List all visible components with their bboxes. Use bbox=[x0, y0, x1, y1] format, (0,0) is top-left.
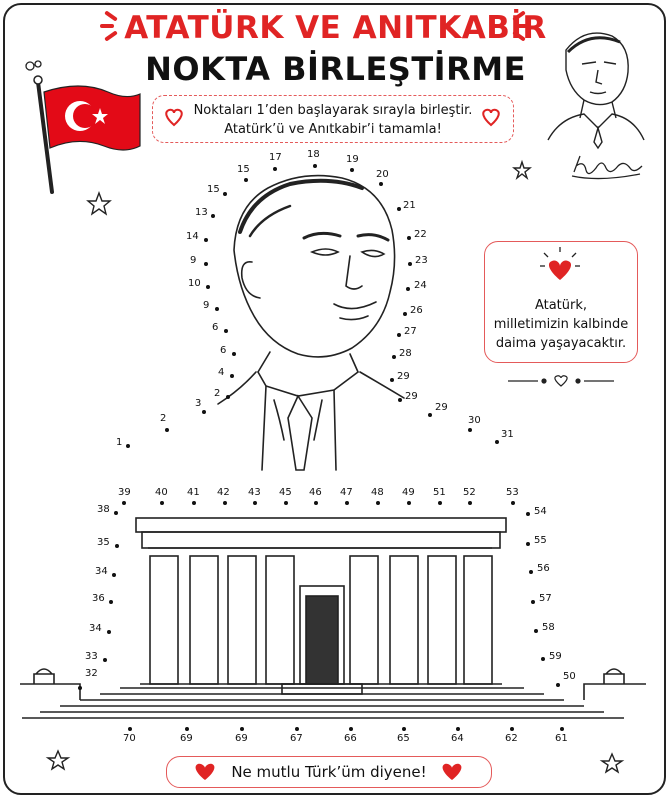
dot-marker bbox=[78, 686, 82, 690]
dot-marker bbox=[456, 727, 460, 731]
ataturk-portrait-small bbox=[548, 33, 644, 148]
dot-marker bbox=[379, 182, 383, 186]
bottom-banner-text: Ne mutlu Türk’üm diyene! bbox=[231, 763, 427, 781]
dot-label: 15 bbox=[207, 184, 220, 195]
dot-label: 1 bbox=[116, 437, 123, 448]
dot-marker bbox=[165, 428, 169, 432]
dot-marker bbox=[531, 600, 535, 604]
dot-label: 53 bbox=[506, 487, 519, 498]
dot-label: 2 bbox=[160, 413, 167, 424]
dot-marker bbox=[407, 236, 411, 240]
heart-icon bbox=[483, 110, 498, 125]
page-title: ATATÜRK VE ANITKABİR bbox=[124, 10, 547, 46]
dot-label: 29 bbox=[435, 402, 448, 413]
dot-label: 47 bbox=[340, 487, 353, 498]
dot-label: 39 bbox=[118, 487, 131, 498]
dot-marker bbox=[495, 440, 499, 444]
dot-marker bbox=[215, 307, 219, 311]
dot-label: 49 bbox=[402, 487, 415, 498]
dot-label: 26 bbox=[410, 305, 423, 316]
dot-marker bbox=[112, 573, 116, 577]
dot-label: 27 bbox=[404, 326, 417, 337]
dot-label: 36 bbox=[92, 593, 105, 604]
dot-marker bbox=[402, 727, 406, 731]
turkish-flag-icon bbox=[34, 76, 140, 192]
dot-label: 64 bbox=[451, 733, 464, 744]
instructions-line-2: Atatürk’ü ve Anıtkabir’i tamamla! bbox=[224, 122, 442, 137]
dot-label: 38 bbox=[97, 504, 110, 515]
dot-marker bbox=[556, 683, 560, 687]
dot-label: 6 bbox=[212, 322, 219, 333]
dot-label: 3 bbox=[195, 398, 202, 409]
page-subtitle: NOKTA BİRLEŞTİRME bbox=[145, 50, 526, 88]
quote-line-2: milletimizin kalbinde bbox=[493, 317, 629, 332]
dot-marker bbox=[103, 658, 107, 662]
dot-label: 22 bbox=[414, 229, 427, 240]
dot-label: 42 bbox=[217, 487, 230, 498]
dot-label: 40 bbox=[155, 487, 168, 498]
dot-marker bbox=[253, 501, 257, 505]
dot-label: 62 bbox=[505, 733, 518, 744]
dot-label: 55 bbox=[534, 535, 547, 546]
dot-marker bbox=[534, 629, 538, 633]
dot-marker bbox=[403, 312, 407, 316]
heart-icon bbox=[549, 260, 571, 280]
dot-marker bbox=[204, 238, 208, 242]
dot-label: 43 bbox=[248, 487, 261, 498]
dot-label: 58 bbox=[542, 622, 555, 633]
dot-marker bbox=[313, 164, 317, 168]
dot-label: 33 bbox=[85, 651, 98, 662]
dot-marker bbox=[407, 501, 411, 505]
dot-marker bbox=[392, 355, 396, 359]
star-icon bbox=[602, 754, 622, 772]
dot-marker bbox=[202, 410, 206, 414]
dot-label: 66 bbox=[344, 733, 357, 744]
dot-marker bbox=[390, 378, 394, 382]
dot-label: 18 bbox=[307, 149, 320, 160]
dot-marker bbox=[510, 727, 514, 731]
dot-label: 30 bbox=[468, 415, 481, 426]
dot-marker bbox=[160, 501, 164, 505]
dot-label: 29 bbox=[405, 391, 418, 402]
dot-marker bbox=[192, 501, 196, 505]
dot-marker bbox=[398, 398, 402, 402]
dot-marker bbox=[428, 413, 432, 417]
dot-label: 52 bbox=[463, 487, 476, 498]
dot-label: 14 bbox=[186, 231, 199, 242]
doodle-circles bbox=[26, 61, 41, 70]
dot-marker bbox=[529, 570, 533, 574]
dot-label: 31 bbox=[501, 429, 514, 440]
dot-marker bbox=[211, 214, 215, 218]
dot-label: 24 bbox=[414, 280, 427, 291]
dot-label: 19 bbox=[346, 154, 359, 165]
dot-marker bbox=[206, 285, 210, 289]
dot-label: 45 bbox=[279, 487, 292, 498]
dot-marker bbox=[232, 352, 236, 356]
anitkabir-building bbox=[20, 518, 646, 718]
star-icon bbox=[514, 162, 530, 178]
dot-label: 70 bbox=[123, 733, 136, 744]
dot-marker bbox=[406, 287, 410, 291]
dot-marker bbox=[397, 333, 401, 337]
dot-marker bbox=[230, 374, 234, 378]
dot-label: 9 bbox=[203, 300, 210, 311]
instructions-line-1: Noktaları 1’den başlayarak sırayla birleştir. bbox=[193, 103, 473, 118]
dot-marker bbox=[345, 501, 349, 505]
dot-marker bbox=[223, 192, 227, 196]
dot-label: 29 bbox=[397, 371, 410, 382]
dot-label: 48 bbox=[371, 487, 384, 498]
dot-label: 69 bbox=[180, 733, 193, 744]
quote-line-3: daima yaşayacaktır. bbox=[495, 336, 627, 351]
dot-marker bbox=[109, 600, 113, 604]
signature-icon bbox=[572, 156, 642, 179]
dot-marker bbox=[560, 727, 564, 731]
dot-marker bbox=[349, 727, 353, 731]
dot-marker bbox=[122, 501, 126, 505]
dot-marker bbox=[240, 727, 244, 731]
dot-label: 17 bbox=[269, 152, 282, 163]
dot-marker bbox=[224, 329, 228, 333]
dot-label: 23 bbox=[415, 255, 428, 266]
dot-marker bbox=[223, 501, 227, 505]
dot-marker bbox=[115, 544, 119, 548]
heart-sparkle bbox=[540, 247, 580, 266]
dot-marker bbox=[408, 262, 412, 266]
dot-marker bbox=[526, 512, 530, 516]
dot-marker bbox=[128, 727, 132, 731]
dot-label: 50 bbox=[563, 671, 576, 682]
dot-marker bbox=[526, 542, 530, 546]
dot-label: 51 bbox=[433, 487, 446, 498]
dot-label: 57 bbox=[539, 593, 552, 604]
dot-marker bbox=[185, 727, 189, 731]
dot-marker bbox=[511, 501, 515, 505]
dot-marker bbox=[114, 511, 118, 515]
dot-marker bbox=[350, 168, 354, 172]
dot-marker bbox=[126, 444, 130, 448]
heart-icon bbox=[166, 110, 181, 125]
dot-marker bbox=[468, 501, 472, 505]
heart-icon bbox=[443, 764, 462, 780]
dot-marker bbox=[226, 395, 230, 399]
dot-label: 9 bbox=[190, 255, 197, 266]
dot-label: 41 bbox=[187, 487, 200, 498]
dot-label: 34 bbox=[89, 623, 102, 634]
dot-marker bbox=[273, 167, 277, 171]
dot-label: 65 bbox=[397, 733, 410, 744]
dot-marker bbox=[468, 428, 472, 432]
dot-label: 4 bbox=[218, 367, 225, 378]
dot-label: 15 bbox=[237, 164, 250, 175]
quote-line-1: Atatürk, bbox=[534, 298, 588, 313]
heart-icon bbox=[196, 764, 215, 780]
dot-label: 6 bbox=[220, 345, 227, 356]
dot-label: 10 bbox=[188, 278, 201, 289]
dot-marker bbox=[295, 727, 299, 731]
dot-label: 13 bbox=[195, 207, 208, 218]
dot-marker bbox=[244, 178, 248, 182]
dot-label: 54 bbox=[534, 506, 547, 517]
dot-label: 56 bbox=[537, 563, 550, 574]
dot-label: 28 bbox=[399, 348, 412, 359]
ataturk-portrait bbox=[218, 176, 404, 470]
dot-marker bbox=[284, 501, 288, 505]
dot-marker bbox=[397, 207, 401, 211]
quote-divider bbox=[508, 376, 614, 386]
dot-marker bbox=[376, 501, 380, 505]
dot-marker bbox=[314, 501, 318, 505]
dot-label: 61 bbox=[555, 733, 568, 744]
dot-marker bbox=[204, 262, 208, 266]
dot-marker bbox=[438, 501, 442, 505]
dot-label: 34 bbox=[95, 566, 108, 577]
dot-label: 20 bbox=[376, 169, 389, 180]
dot-label: 67 bbox=[290, 733, 303, 744]
dot-label: 2 bbox=[214, 388, 221, 399]
dot-marker bbox=[541, 657, 545, 661]
dot-label: 35 bbox=[97, 537, 110, 548]
dot-label: 21 bbox=[403, 200, 416, 211]
star-icon bbox=[88, 193, 110, 214]
dot-marker bbox=[107, 630, 111, 634]
dot-label: 46 bbox=[309, 487, 322, 498]
star-icon bbox=[48, 751, 68, 769]
dot-label: 32 bbox=[85, 668, 98, 679]
dot-label: 69 bbox=[235, 733, 248, 744]
dot-label: 59 bbox=[549, 651, 562, 662]
